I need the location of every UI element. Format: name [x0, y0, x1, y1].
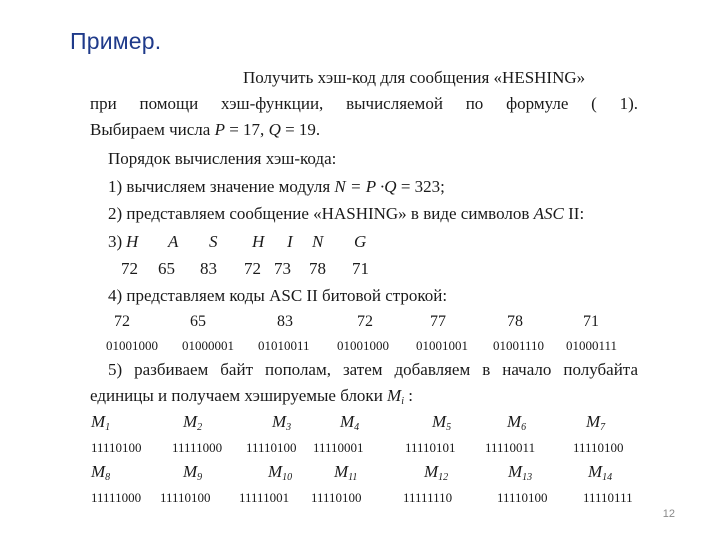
block-bits: 11110100	[573, 440, 624, 455]
task-line-1-text: Получить хэш-код для сообщения «HESHING»	[243, 68, 586, 87]
letter-code-cell: 73	[274, 259, 291, 278]
letter-code-cell: 72	[244, 259, 261, 278]
step-2	[108, 204, 584, 224]
block-bits: 11110100	[246, 440, 297, 455]
block-bits: 11110011	[485, 440, 536, 455]
letter-cell: I	[287, 232, 293, 251]
code-cell: 72	[357, 313, 373, 330]
block-label: $M_6$	[507, 412, 527, 433]
step-1-formula: N = P ·Q	[334, 177, 397, 196]
bits-cell: 01010011	[258, 338, 310, 353]
block-label: $M_1$	[91, 412, 111, 433]
block-bits: 11110100	[311, 490, 362, 505]
step-5-line-1-text: 5) разбиваем байт пополам, затем добавляем в начало полубайта	[108, 360, 638, 379]
step-5-line-2	[90, 386, 413, 412]
letter-code-cell: 78	[309, 259, 326, 278]
block-label: $M_{13}$	[508, 462, 533, 483]
q-value: = 19.	[280, 120, 321, 139]
block-bits: 11110001	[313, 440, 364, 455]
step-5-line-2-suffix: :	[404, 386, 413, 405]
q-symbol: Q	[268, 120, 281, 139]
block-bits: 11110100	[91, 440, 142, 455]
letter-cell: H	[126, 232, 139, 251]
block-bits: 11110101	[405, 440, 456, 455]
bits-cell: 01001000	[337, 338, 389, 353]
code-cell: 77	[430, 313, 446, 330]
step-1-prefix: 1) вычисляем значение модуля	[108, 177, 335, 196]
step-2-prefix: 2) представляем сообщение «HASHING» в виде символов	[108, 204, 534, 223]
letter-cell: H	[252, 232, 265, 251]
step-1	[108, 177, 445, 197]
letter-code-cell: 71	[352, 259, 369, 278]
block-label: $M_{12}$	[424, 462, 449, 483]
step-5-line-1	[108, 360, 638, 380]
block-label: $M_{11}$	[334, 462, 358, 483]
block-bits: 11111110	[403, 490, 453, 505]
letter-code-cell: 83	[200, 259, 217, 278]
code-cell: 78	[507, 313, 523, 330]
task-line-2-text: при помощи хэш-функции, вычисляемой по формуле ( 1).	[90, 94, 638, 113]
block-bits: 11110111	[583, 490, 633, 505]
letter-code-cell: 65	[158, 259, 175, 278]
bits-cell: 01001000	[106, 338, 158, 353]
code-cell: 71	[583, 313, 599, 330]
procedure-heading-text: Порядок вычисления хэш-кода:	[108, 149, 337, 168]
step-1-result: = 323;	[396, 177, 445, 196]
code-cell: 65	[190, 313, 206, 330]
block-label: $M_9$	[183, 462, 203, 483]
step-4-text: 4) представляем коды ASC II битовой строкой:	[108, 286, 448, 305]
task-line-2	[90, 94, 638, 114]
block-bits: 11111000	[91, 490, 142, 505]
letter-cell: G	[354, 232, 367, 251]
code-cell: 83	[277, 313, 293, 330]
letter-cell: A	[168, 232, 179, 251]
step-2-asc: ASC	[533, 204, 564, 223]
block-label: $M_8$	[91, 462, 111, 483]
bits-cell: 01001001	[416, 338, 468, 353]
block-label: $M_2$	[183, 412, 203, 433]
step-3-prefix: 3)	[108, 232, 123, 251]
letter-cell: S	[209, 232, 218, 251]
block-bits: 11110100	[160, 490, 211, 505]
p-value: = 17,	[224, 120, 269, 139]
block-bits: 11110100	[497, 490, 548, 505]
letter-cell: N	[312, 232, 324, 251]
block-label: $M_4$	[340, 412, 360, 433]
step-2-suffix: II:	[563, 204, 585, 223]
bits-cell: 01001110	[493, 338, 545, 353]
p-symbol: P	[214, 120, 225, 139]
letter-code-cell: 72	[121, 259, 138, 278]
step-4	[108, 286, 447, 306]
choose-numbers-line	[90, 120, 320, 140]
block-label: $M_7$	[586, 412, 606, 433]
step-5-m: M	[387, 386, 402, 405]
bits-cell: 01000001	[182, 338, 234, 353]
page-number: 12	[662, 508, 675, 520]
block-bits: 11111001	[239, 490, 290, 505]
block-label: $M_{10}$	[268, 462, 293, 483]
bits-cell: 01000111	[566, 338, 618, 353]
choose-numbers-prefix: Выбираем числа	[90, 120, 215, 139]
block-label: $M_3$	[272, 412, 292, 433]
step-5-i: i	[401, 396, 404, 407]
code-cell: 72	[114, 313, 130, 330]
block-bits: 11111000	[172, 440, 223, 455]
task-line-1	[243, 68, 585, 88]
block-label: $M_5$	[432, 412, 452, 433]
step-5-line-2-prefix: единицы и получаем хэшируемые блоки	[90, 386, 388, 405]
slide-heading: Пример.	[70, 28, 162, 54]
procedure-heading	[108, 149, 336, 169]
block-label: $M_{14}$	[588, 462, 613, 483]
